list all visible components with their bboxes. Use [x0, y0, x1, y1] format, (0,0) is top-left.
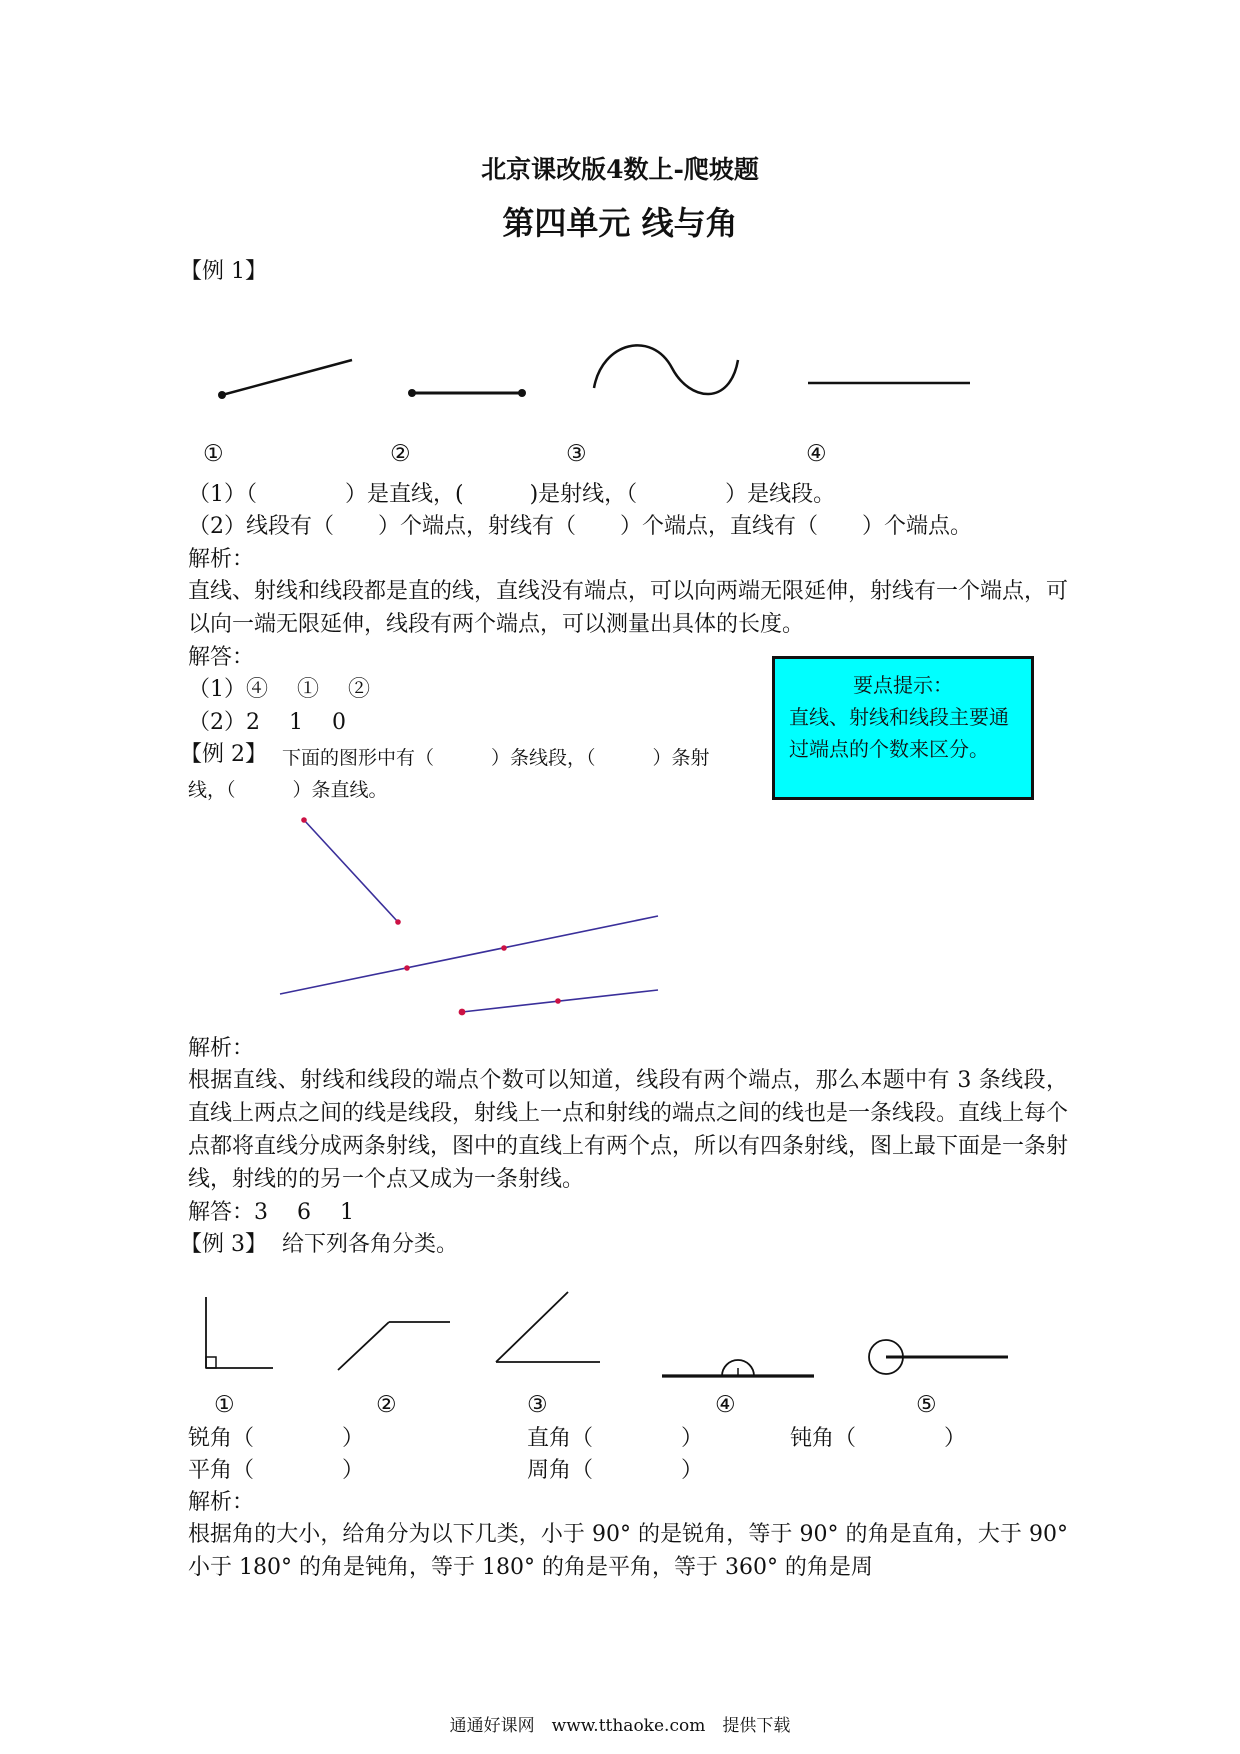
ex1-answer-1: （1）④ ① ②: [188, 677, 370, 702]
ex3-angle-straight: [662, 1360, 814, 1376]
ex3-right: 直角（ ）: [527, 1426, 704, 1451]
tip-box-body: 直线、射线和线段主要通过端点的个数来区分。: [789, 705, 1009, 761]
ex3-straight: 平角（ ）: [188, 1458, 365, 1483]
ex1-label-2: ②: [390, 441, 411, 467]
ex1-label-1: ①: [203, 441, 224, 467]
ex3-angle-full: [869, 1340, 1008, 1374]
ex1-figure-segment: [408, 389, 526, 397]
example3-label: 【例 3】: [180, 1232, 267, 1257]
ex2-answer: 解答：3 6 1: [188, 1200, 354, 1225]
ex1-analysis-text: 直线、射线和线段都是直的线，直线没有端点，可以向两端无限延伸，射线有一个端点，可以向一端无限延伸，线段有两个端点，可以测量出具体的长度。: [188, 579, 1069, 637]
ex3-analysis-label: 解析：: [188, 1490, 255, 1515]
unit-title: 第四单元 线与角: [502, 204, 738, 242]
ex3-label-3: ③: [527, 1392, 548, 1418]
ex1-figure-curve: [594, 345, 738, 394]
example2-label: 【例 2】: [180, 742, 267, 767]
ex2-analysis-label: 解析：: [188, 1036, 255, 1061]
ex3-label-5: ⑤: [916, 1392, 937, 1418]
ex3-angle-acute: [496, 1292, 600, 1362]
ex2-analysis-text: 根据直线、射线和线段的端点个数可以知道，线段有两个端点，那么本题中有 3 条线段，直线上两点之间的线是线段，射线上一点和射线的端点之间的线也是一条线段。直线上每个点都将直线分成两条射线，图中的直线上有两个点，所以有四条射线，图上最下面是一条射线，射线的的另一个点又成为一条射线。: [188, 1068, 1069, 1192]
ex3-full: 周角（ ）: [527, 1458, 704, 1483]
ex1-question-2: （2）线段有（ ）个端点，射线有（ ）个端点，直线有（ ）个端点。: [188, 514, 972, 539]
ex3-acute: 锐角（ ）: [188, 1426, 365, 1451]
ex1-answer-label: 解答：: [188, 645, 255, 670]
ex3-label-2: ②: [376, 1392, 397, 1418]
tip-box-title: 要点提示：: [853, 673, 953, 697]
example1-label: 【例 1】: [180, 259, 267, 284]
ex3-obtuse: 钝角（ ）: [790, 1426, 967, 1451]
ex1-answer-2: （2）2 1 0: [188, 710, 346, 735]
ex3-label-1: ①: [214, 1392, 235, 1418]
ex1-question-1: （1）（ ）是直线，( )是射线，（ ）是线段。: [188, 482, 836, 507]
ex3-question: 给下列各角分类。: [282, 1232, 459, 1257]
ex1-figure-ray: [218, 360, 352, 399]
ex3-label-4: ④: [715, 1392, 736, 1418]
ex3-analysis-text: 根据角的大小，给角分为以下几类，小于 90° 的是锐角，等于 90° 的角是直角，大于 90° 小于 180° 的角是钝角，等于 180° 的角是平角，等于 360° 的角是周: [188, 1522, 1068, 1580]
tip-box: [772, 656, 1034, 800]
ex3-angle-right: [206, 1297, 273, 1368]
ex1-analysis-label: 解析：: [188, 547, 255, 572]
ex2-figure: [280, 817, 658, 1015]
worksheet-title: 北京课改版4数上-爬坡题: [481, 155, 759, 184]
ex1-label-3: ③: [566, 441, 587, 467]
ex3-angle-obtuse: [338, 1322, 450, 1370]
ex2-question-line2: 线，（ ）条直线。: [188, 779, 388, 801]
ex1-label-4: ④: [806, 441, 827, 467]
page-footer: 通通好课网 www.tthaoke.com 提供下载: [449, 1716, 791, 1736]
ex2-question-line1: 下面的图形中有（ ）条线段，（ ）条射: [282, 747, 710, 769]
